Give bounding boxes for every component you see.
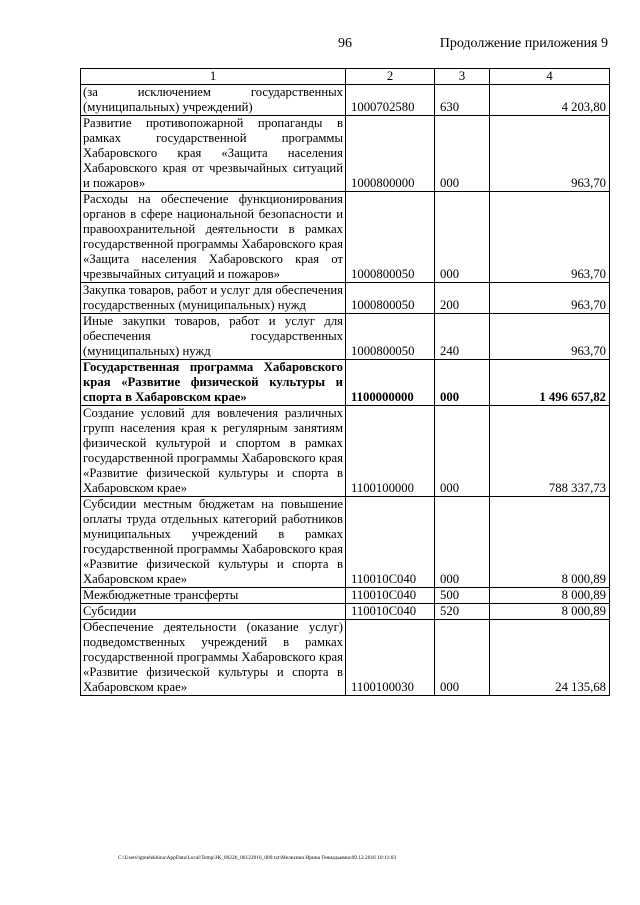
table-row <box>81 588 610 604</box>
row-amount: 8 000,89 <box>490 497 610 588</box>
appendix-continuation: Продолжение приложения 9 <box>439 36 608 51</box>
row-amount: 963,70 <box>490 283 610 314</box>
table-row <box>81 314 610 360</box>
budget-table <box>80 68 610 696</box>
row-code: 1100100000 <box>346 406 435 497</box>
row-name: Государственная программа Хабаровского края «Развитие физической культуры и спорта в Хабаровском крае» <box>81 360 346 406</box>
header-col-2: 2 <box>346 69 435 85</box>
row-name: Обеспечение деятельности (оказание услуг) подведомственных учреждений в рамках государственной программы Хабаровского края «Развитие физической культуры и спорта в Хабаровском крае» <box>81 620 346 696</box>
row-type: 240 <box>435 314 490 360</box>
row-amount: 8 000,89 <box>490 588 610 604</box>
row-amount: 963,70 <box>490 314 610 360</box>
row-name: (за исключением государственных (муниципальных) учреждений) <box>81 85 346 116</box>
row-code: 1000702580 <box>346 85 435 116</box>
table-row <box>81 406 610 497</box>
row-amount: 1 496 657,82 <box>490 360 610 406</box>
row-type: 520 <box>435 604 490 620</box>
row-code: 1000800050 <box>346 283 435 314</box>
row-type: 200 <box>435 283 490 314</box>
row-code: 110010С040 <box>346 588 435 604</box>
row-code: 1000800050 <box>346 192 435 283</box>
row-amount: 963,70 <box>490 192 610 283</box>
row-code: 1100000000 <box>346 360 435 406</box>
row-type: 000 <box>435 116 490 192</box>
table-header-row <box>81 69 610 85</box>
row-name: Иные закупки товаров, работ и услуг для обеспечения государственных (муниципальных) нужд <box>81 314 346 360</box>
row-type: 000 <box>435 192 490 283</box>
row-type: 000 <box>435 406 490 497</box>
file-path-footer: C:\Users\igmelekhina\AppData\Local\Temp\ЗК_00226_06122016_009.txt\Мелехина Ирина Геннадьевна\09.12.2016 10:11:03 <box>118 855 397 861</box>
table-row <box>81 85 610 116</box>
table-row <box>81 116 610 192</box>
row-amount: 24 135,68 <box>490 620 610 696</box>
row-code: 1100100030 <box>346 620 435 696</box>
row-name: Субсидии местным бюджетам на повышение оплаты труда отдельных категорий работников муниципальных учреждений в рамках государственной программы Хабаровского края «Развитие физической культуры и спорта в Хабаровском крае» <box>81 497 346 588</box>
row-name: Субсидии <box>81 604 346 620</box>
row-code: 110010С040 <box>346 604 435 620</box>
row-code: 1000800050 <box>346 314 435 360</box>
row-name: Развитие противопожарной пропаганды в рамках государственной программы Хабаровского края «Защита населения Хабаровского края от чрезвычайных ситуаций и пожаров» <box>81 116 346 192</box>
row-name: Закупка товаров, работ и услуг для обеспечения государственных (муниципальных) нужд <box>81 283 346 314</box>
row-name: Расходы на обеспечение функционирования органов в сфере национальной безопасности и правоохранительной деятельности в рамках государственной программы Хабаровского края «Защита населения Хабаровского края от чрезвычайных ситуаций и пожаров» <box>81 192 346 283</box>
row-amount: 4 203,80 <box>490 85 610 116</box>
row-type: 500 <box>435 588 490 604</box>
row-code: 1000800000 <box>346 116 435 192</box>
table-row <box>81 283 610 314</box>
table-row <box>81 497 610 588</box>
row-amount: 8 000,89 <box>490 604 610 620</box>
header-col-3: 3 <box>435 69 490 85</box>
row-code: 110010С040 <box>346 497 435 588</box>
row-name: Межбюджетные трансферты <box>81 588 346 604</box>
header-col-1: 1 <box>81 69 346 85</box>
row-type: 000 <box>435 360 490 406</box>
header-col-4: 4 <box>490 69 610 85</box>
table-row <box>81 192 610 283</box>
row-type: 000 <box>435 620 490 696</box>
row-type: 630 <box>435 85 490 116</box>
row-type: 000 <box>435 497 490 588</box>
table-row <box>81 604 610 620</box>
row-name: Создание условий для вовлечения различных групп населения края к регулярным занятиям физической культурой и спортом в рамках государственной программы Хабаровского края «Развитие физической культуры и спорта в Хабаровском крае» <box>81 406 346 497</box>
table-row <box>81 620 610 696</box>
row-amount: 788 337,73 <box>490 406 610 497</box>
row-amount: 963,70 <box>490 116 610 192</box>
table-row <box>81 360 610 406</box>
page-number: 96 <box>338 36 352 51</box>
